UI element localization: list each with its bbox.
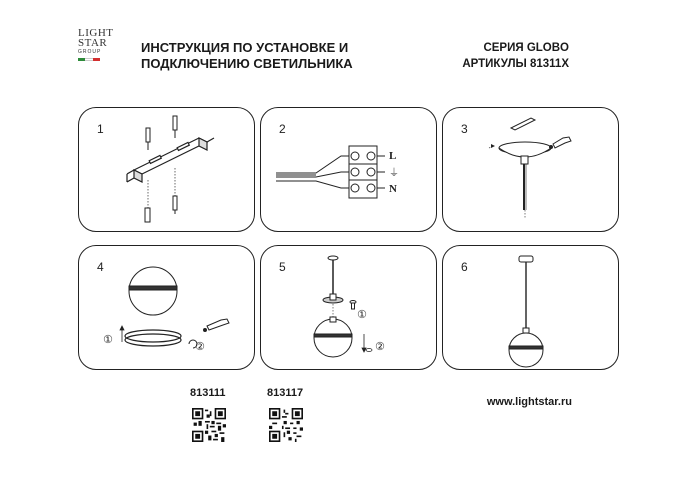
- series-name: СЕРИЯ GLOBO: [483, 42, 569, 54]
- qr-code-1[interactable]: [192, 408, 226, 442]
- label-neutral: N: [389, 183, 397, 195]
- panel-step-2: [260, 107, 437, 232]
- page-title: [141, 40, 353, 72]
- website-link[interactable]: www.lightstar.ru: [486, 396, 572, 408]
- step-number: 6: [461, 260, 468, 274]
- qr-code-2[interactable]: [269, 408, 303, 442]
- mark-1: ①: [357, 308, 367, 321]
- panel-step-1: [78, 107, 255, 232]
- title-line1: ИНСТРУКЦИЯ ПО УСТАНОВКЕ И: [141, 40, 349, 55]
- series-info: [462, 40, 569, 72]
- step-number: 4: [97, 260, 104, 274]
- assembly-illustration: [261, 246, 438, 371]
- terminal-block-illustration: [261, 108, 438, 233]
- label-ground: ⏚: [389, 168, 399, 179]
- article-code-1: 813111: [190, 387, 226, 399]
- step-number: 3: [461, 122, 468, 136]
- logo-line2: STAR: [78, 37, 108, 49]
- article-code-2: 813117: [267, 387, 304, 399]
- step-number: 5: [279, 260, 286, 274]
- step-number: 2: [279, 122, 286, 136]
- bracket-illustration: [79, 108, 256, 233]
- mark-2: ②: [195, 340, 205, 353]
- logo-line3: GROUP: [78, 49, 102, 55]
- article-numbers: АРТИКУЛЫ 81311X: [462, 58, 569, 70]
- brand-logo: [78, 28, 118, 78]
- panel-step-3: [442, 107, 619, 232]
- mark-1: ①: [103, 333, 113, 346]
- panel-step-6: [442, 245, 619, 370]
- panel-step-4: [78, 245, 255, 370]
- label-live: L: [389, 150, 397, 162]
- mark-2: ②: [375, 340, 385, 353]
- logo-line1: LIGHT: [78, 27, 114, 39]
- step-number: 1: [97, 122, 104, 136]
- panel-step-5: [260, 245, 437, 370]
- title-line2: ПОДКЛЮЧЕНИЮ СВЕТИЛЬНИКА: [141, 56, 353, 71]
- shade-ring-illustration: [79, 246, 256, 371]
- logo-flag: [78, 58, 100, 61]
- finished-lamp-illustration: [443, 246, 620, 371]
- canopy-illustration: [443, 108, 620, 233]
